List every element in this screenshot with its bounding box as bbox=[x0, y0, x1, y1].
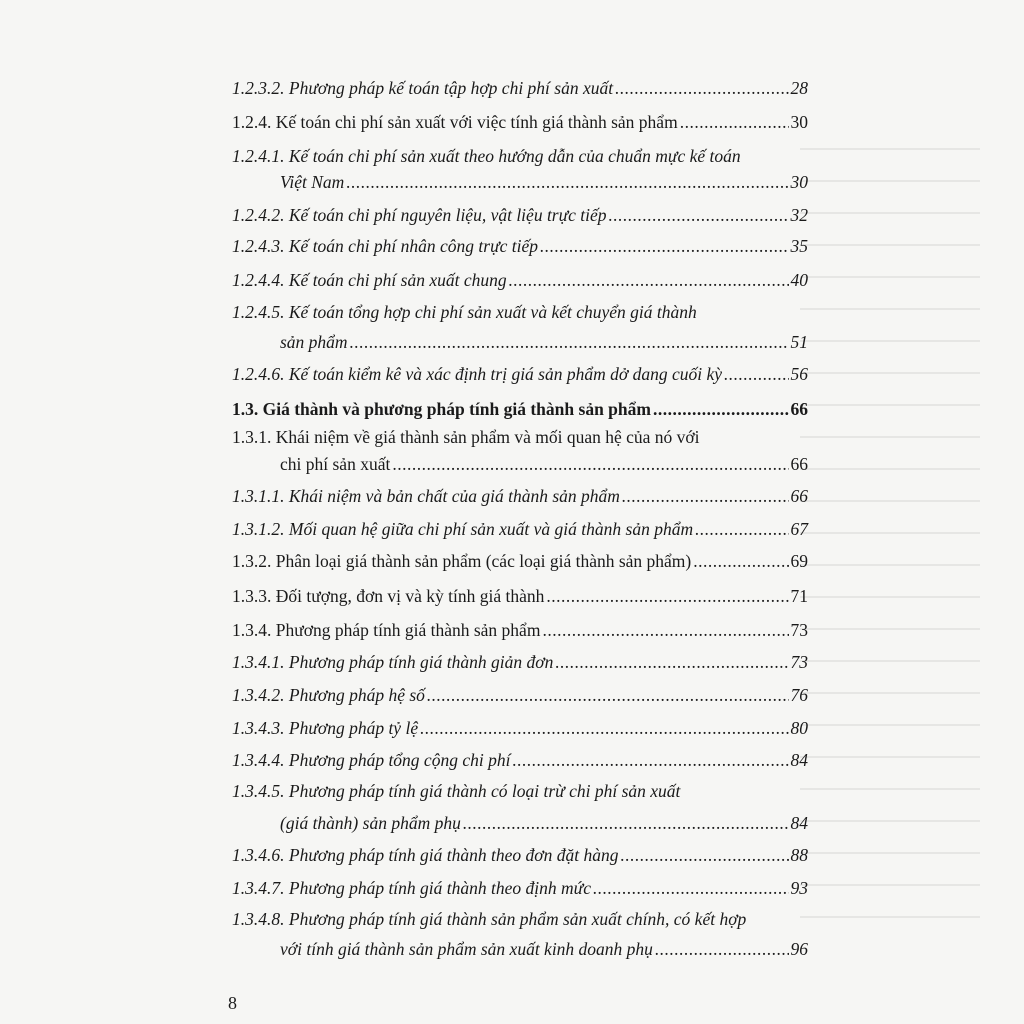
toc-entry-title: 1.2.4.2. Kế toán chi phí nguyên liệu, vật liệu trực tiếp bbox=[232, 205, 607, 225]
toc-entry bbox=[232, 876, 808, 900]
toc-entry-title: 1.3.4.2. Phương pháp hệ số bbox=[232, 685, 425, 705]
toc-entry-title: 1.2.3.2. Phương pháp kế toán tập hợp chi phí sản xuất bbox=[232, 78, 614, 98]
toc-entry bbox=[232, 300, 808, 354]
leader-dots bbox=[724, 362, 788, 386]
toc-entry-title: 1.2.4.3. Kế toán chi phí nhân công trực tiếp bbox=[232, 236, 539, 256]
toc-entry-title: 1.3.4.4. Phương pháp tổng cộng chi phí bbox=[232, 750, 511, 770]
toc-entry bbox=[232, 549, 808, 573]
toc-entry-continuation: chi phí sản xuất bbox=[280, 454, 391, 474]
toc-entry-title: 1.3.1.2. Mối quan hệ giữa chi phí sản xuất và giá thành sản phẩm bbox=[232, 519, 694, 539]
toc-page-number: 28 bbox=[790, 78, 808, 98]
toc-entry-title: 1.3.4.6. Phương pháp tính giá thành theo đơn đặt hàng bbox=[232, 845, 619, 865]
toc-entry-continuation: với tính giá thành sản phẩm sản xuất kinh doanh phụ bbox=[280, 939, 653, 959]
toc-page-number: 84 bbox=[790, 750, 808, 770]
toc-entry-title: 1.3.4.7. Phương pháp tính giá thành theo định mức bbox=[232, 878, 591, 898]
leader-dots bbox=[693, 549, 788, 573]
toc-entry-title: 1.2.4.6. Kế toán kiểm kê và xác định trị giá sản phẩm dở dang cuối kỳ bbox=[232, 364, 723, 384]
toc-entry bbox=[232, 716, 808, 740]
toc-page-number: 93 bbox=[790, 878, 808, 898]
leader-dots bbox=[427, 683, 789, 707]
toc-entry bbox=[232, 683, 808, 707]
leader-dots bbox=[546, 584, 788, 608]
toc-page-number: 30 bbox=[790, 112, 808, 132]
toc-entry-title: 1.3.4.3. Phương pháp tỷ lệ bbox=[232, 718, 419, 738]
toc-entry-title: 1.2.4.1. Kế toán chi phí sản xuất theo hướng dẫn của chuẩn mực kế toán bbox=[232, 146, 741, 166]
toc-page-number: 66 bbox=[790, 486, 808, 506]
toc-entry-title: 1.3.4.1. Phương pháp tính giá thành giản đơn bbox=[232, 652, 554, 672]
toc-entry bbox=[232, 234, 808, 258]
toc-entry bbox=[232, 843, 808, 867]
toc-page-number: 35 bbox=[790, 236, 808, 256]
toc-page-number: 30 bbox=[790, 172, 808, 192]
toc-entry bbox=[232, 268, 808, 292]
toc-page-number: 88 bbox=[790, 845, 808, 865]
toc-entry-title: 1.3. Giá thành và phương pháp tính giá thành sản phẩm bbox=[232, 399, 651, 419]
toc-entry bbox=[232, 110, 808, 134]
toc-entry-title: 1.3.1.1. Khái niệm và bản chất của giá thành sản phẩm bbox=[232, 486, 620, 506]
leader-dots bbox=[620, 843, 788, 867]
toc-page-number: 56 bbox=[790, 364, 808, 384]
leader-dots bbox=[420, 716, 788, 740]
leader-dots bbox=[392, 452, 788, 476]
leader-dots bbox=[540, 234, 788, 258]
toc-entry-continuation: Việt Nam bbox=[280, 172, 345, 192]
leader-dots bbox=[346, 170, 788, 194]
toc-page-number: 96 bbox=[790, 939, 808, 959]
show-through-text bbox=[800, 130, 980, 930]
leader-dots bbox=[655, 937, 789, 961]
leader-dots bbox=[622, 484, 789, 508]
leader-dots bbox=[509, 268, 789, 292]
leader-dots bbox=[555, 650, 788, 674]
toc-page-number: 73 bbox=[790, 620, 808, 640]
toc-entry-title: 1.3.4. Phương pháp tính giá thành sản phẩm bbox=[232, 620, 541, 640]
leader-dots bbox=[512, 748, 788, 772]
toc-entry bbox=[232, 650, 808, 674]
toc-page-number: 69 bbox=[790, 551, 808, 571]
leader-dots bbox=[695, 517, 788, 541]
toc-page-number: 32 bbox=[790, 205, 808, 225]
toc-entry bbox=[232, 907, 808, 961]
leader-dots bbox=[350, 330, 789, 354]
toc-entry-title: 1.2.4.5. Kế toán tổng hợp chi phí sản xuất và kết chuyển giá thành bbox=[232, 302, 697, 322]
page-number: 8 bbox=[228, 993, 237, 1013]
toc-entry bbox=[232, 748, 808, 772]
toc-entry-title: 1.3.2. Phân loại giá thành sản phẩm (các loại giá thành sản phẩm) bbox=[232, 551, 692, 571]
toc-page-number: 40 bbox=[790, 270, 808, 290]
toc-page-number: 76 bbox=[790, 685, 808, 705]
toc-page-number: 71 bbox=[790, 586, 808, 606]
leader-dots bbox=[615, 76, 788, 100]
toc-entry bbox=[232, 484, 808, 508]
leader-dots bbox=[653, 397, 789, 421]
toc-entry bbox=[232, 517, 808, 541]
toc-entry bbox=[232, 425, 808, 476]
toc-entry bbox=[232, 144, 808, 194]
toc-entry bbox=[232, 397, 808, 421]
toc-entry bbox=[232, 584, 808, 608]
toc-page-number: 80 bbox=[790, 718, 808, 738]
toc-entry-continuation: sản phẩm bbox=[280, 332, 348, 352]
toc-entry-title: 1.3.1. Khái niệm về giá thành sản phẩm và mối quan hệ của nó với bbox=[232, 427, 700, 447]
toc-entry bbox=[232, 76, 808, 100]
leader-dots bbox=[463, 811, 789, 835]
toc-entry bbox=[232, 779, 808, 835]
toc-page-number: 66 bbox=[790, 454, 808, 474]
leader-dots bbox=[609, 203, 789, 227]
toc-page-number: 84 bbox=[790, 813, 808, 833]
toc-entry-title: 1.2.4. Kế toán chi phí sản xuất với việc tính giá thành sản phẩm bbox=[232, 112, 678, 132]
toc-page-number: 51 bbox=[790, 332, 808, 352]
toc-entry bbox=[232, 618, 808, 642]
toc-entry-continuation: (giá thành) sản phẩm phụ bbox=[280, 813, 461, 833]
leader-dots bbox=[680, 110, 789, 134]
toc-entry-title: 1.2.4.4. Kế toán chi phí sản xuất chung bbox=[232, 270, 507, 290]
leader-dots bbox=[542, 618, 788, 642]
toc-entry-title: 1.3.4.8. Phương pháp tính giá thành sản phẩm sản xuất chính, có kết hợp bbox=[232, 909, 747, 929]
toc-entry-title: 1.3.4.5. Phương pháp tính giá thành có loại trừ chi phí sản xuất bbox=[232, 781, 681, 801]
toc-page-number: 73 bbox=[790, 652, 808, 672]
leader-dots bbox=[593, 876, 789, 900]
toc-page-number: 67 bbox=[790, 519, 808, 539]
toc-entry bbox=[232, 362, 808, 386]
toc-entry bbox=[232, 203, 808, 227]
toc-entry-title: 1.3.3. Đối tượng, đơn vị và kỳ tính giá thành bbox=[232, 586, 545, 606]
toc-page-number: 66 bbox=[790, 399, 808, 419]
